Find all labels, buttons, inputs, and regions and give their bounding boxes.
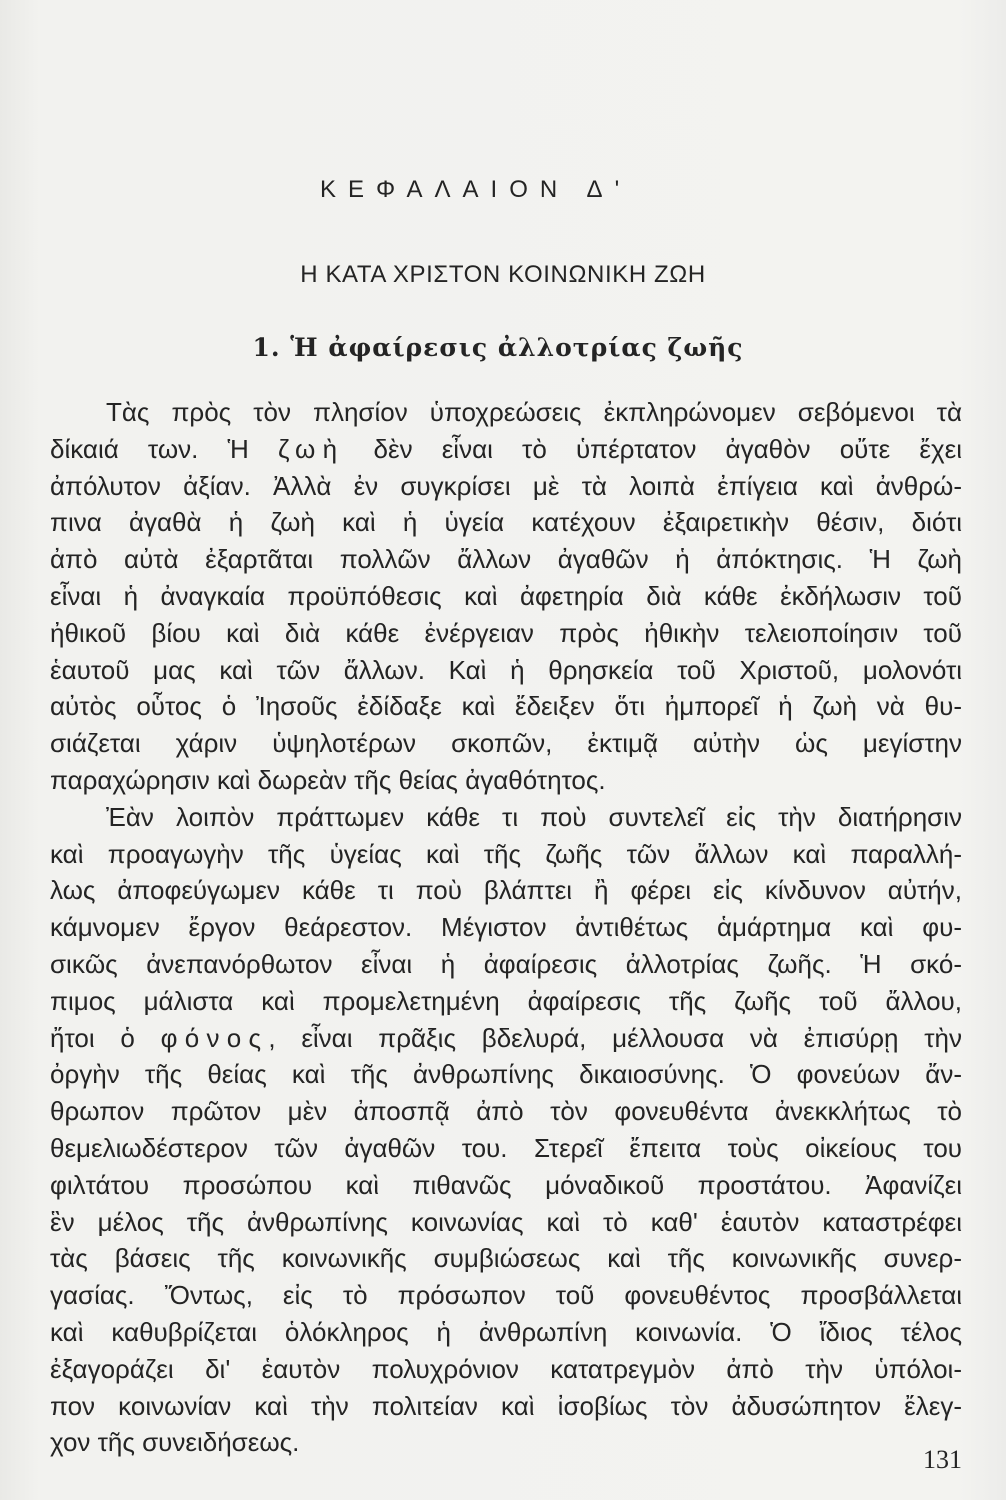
chapter-title: Η ΚΑΤΑ ΧΡΙΣΤΟΝ ΚΟΙΝΩΝΙΚΗ ΖΩΗ — [300, 261, 706, 288]
text-line: ἀπὸ αὐτὰ ἐξαρτᾶται πολλῶν ἄλλων ἀγαθῶν ἡ ἀπόκτησις. Ἡ ζωὴ — [50, 544, 962, 575]
line-segment: δίκαιά των. Ἡ — [50, 433, 249, 464]
text-line — [50, 431, 962, 468]
page-number: 131 — [923, 1445, 962, 1474]
text-line: γασίας. Ὄντως, εἰς τὸ πρόσωπον τοῦ φονευθέντος προσβάλλεται — [50, 1280, 962, 1311]
paragraph — [50, 799, 962, 1461]
body-text — [50, 394, 962, 1461]
text-line — [50, 1020, 962, 1057]
section-heading — [0, 330, 996, 366]
text-line: χον τῆς συνειδήσεως. — [50, 1427, 300, 1458]
emphasized-word: φόνος — [160, 1022, 269, 1053]
text-line: τὰς βάσεις τῆς κοινωνικῆς συμβιώσεως καὶ τῆς κοινωνικῆς συνερ- — [50, 1243, 962, 1274]
text-line: καὶ καθυβρίζεται ὁλόκληρος ἡ ἀνθρωπίνη κοινωνία. Ὁ ἴδιος τέλος — [50, 1316, 962, 1347]
text-line: Ἐὰν λοιπὸν πράττωμεν κάθε τι ποὺ συντελεῖ εἰς τὴν διατήρησιν — [106, 801, 962, 832]
text-line: ἀπόλυτον ἀξίαν. Ἀλλὰ ἐν συγκρίσει μὲ τὰ λοιπὰ ἐπίγεια καὶ ἀνθρώ- — [50, 470, 962, 501]
text-line: ἓν μέλος τῆς ἀνθρωπίνης κοινωνίας καὶ τὸ καθ' ἑαυτὸν καταστρέφει — [50, 1206, 962, 1237]
line-segment: , εἶναι πρᾶξις βδελυρά, μέλλουσα νὰ ἐπισύρῃ τὴν — [268, 1022, 962, 1053]
paragraph — [50, 394, 962, 799]
text-line: ἐξαγοράζει δι' ἑαυτὸν πολυχρόνιον κατατρεγμὸν ἀπὸ τὴν ὑπόλοι- — [50, 1353, 962, 1384]
emphasized-word: ζωὴ — [278, 433, 345, 464]
text-line: φιλτάτου προσώπου καὶ πιθανῶς μόναδικοῦ προστάτου. Ἀφανίζει — [50, 1169, 962, 1200]
text-line: ἑαυτοῦ μας καὶ τῶν ἄλλων. Καὶ ἡ θρησκεία τοῦ Χριστοῦ, μολονότι — [50, 654, 962, 685]
text-line: αὐτὸς οὗτος ὁ Ἰησοῦς ἐδίδαξε καὶ ἔδειξεν ὅτι ἠμπορεῖ ἡ ζωὴ νὰ θυ- — [50, 691, 962, 722]
section-title: Ἡ ἀφαίρεσις ἀλλοτρίας ζωῆς — [290, 333, 744, 362]
section-number: 1. — [252, 333, 281, 362]
text-line: παραχώρησιν καὶ δωρεὰν τῆς θείας ἀγαθότητος. — [50, 764, 606, 795]
chapter-label: ΚΕΦΑΛΑΙΟΝ Δ' — [320, 176, 632, 203]
text-line: σιάζεται χάριν ὑψηλοτέρων σκοπῶν, ἐκτιμᾷ αὐτὴν ὡς μεγίστην — [50, 728, 962, 759]
text-line: ὀργὴν τῆς θείας καὶ τῆς ἀνθρωπίνης δικαιοσύνης. Ὁ φονεύων ἄν- — [50, 1059, 962, 1090]
text-line: κάμνομεν ἔργον θεάρεστον. Μέγιστον ἀντιθέτως ἁμάρτημα καὶ φυ- — [50, 912, 962, 943]
text-line: Τὰς πρὸς τὸν πλησίον ὑποχρεώσεις ἐκπληρώνομεν σεβόμενοι τὰ — [106, 397, 962, 427]
text-line: σικῶς ἀνεπανόρθωτον εἶναι ἡ ἀφαίρεσις ἀλλοτρίας ζωῆς. Ἡ σκό- — [50, 948, 962, 979]
text-line: θεμελιωδέστερον τῶν ἀγαθῶν του. Στερεῖ ἔπειτα τοὺς οἰκείους του — [50, 1132, 962, 1163]
text-line: πινα ἀγαθὰ ἡ ζωὴ καὶ ἡ ὑγεία κατέχουν ἐξαιρετικὴν θέσιν, διότι — [50, 507, 962, 538]
text-line: πιμος μάλιστα καὶ προμελετημένη ἀφαίρεσις τῆς ζωῆς τοῦ ἄλλου, — [50, 985, 962, 1016]
text-line: πον κοινωνίαν καὶ τὴν πολιτείαν καὶ ἰσοβίως τὸν ἀδυσώπητον ἔλεγ- — [50, 1390, 962, 1421]
line-segment: ἤτοι ὁ — [50, 1022, 135, 1053]
text-line: εἶναι ἡ ἀναγκαία προϋπόθεσις καὶ ἀφετηρία διὰ κάθε ἐκδήλωσιν τοῦ — [50, 580, 962, 611]
line-segment: δὲν εἶναι τὸ ὑπέρτατον ἀγαθὸν οὔτε ἔχει — [373, 433, 963, 464]
text-line: ἠθικοῦ βίου καὶ διὰ κάθε ἐνέργειαν πρὸς ἠθικὴν τελειοποίησιν τοῦ — [50, 617, 962, 648]
text-line: λως ἀποφεύγωμεν κάθε τι ποὺ βλάπτει ἢ φέρει εἰς κίνδυνον αὐτήν, — [50, 875, 962, 906]
text-line: καὶ προαγωγὴν τῆς ὑγείας καὶ τῆς ζωῆς τῶν ἄλλων καὶ παραλλή- — [50, 838, 962, 869]
text-line: θρωπον πρῶτον μὲν ἀποσπᾷ ἀπὸ τὸν φονευθέντα ἀνεκκλήτως τὸ — [50, 1096, 962, 1127]
